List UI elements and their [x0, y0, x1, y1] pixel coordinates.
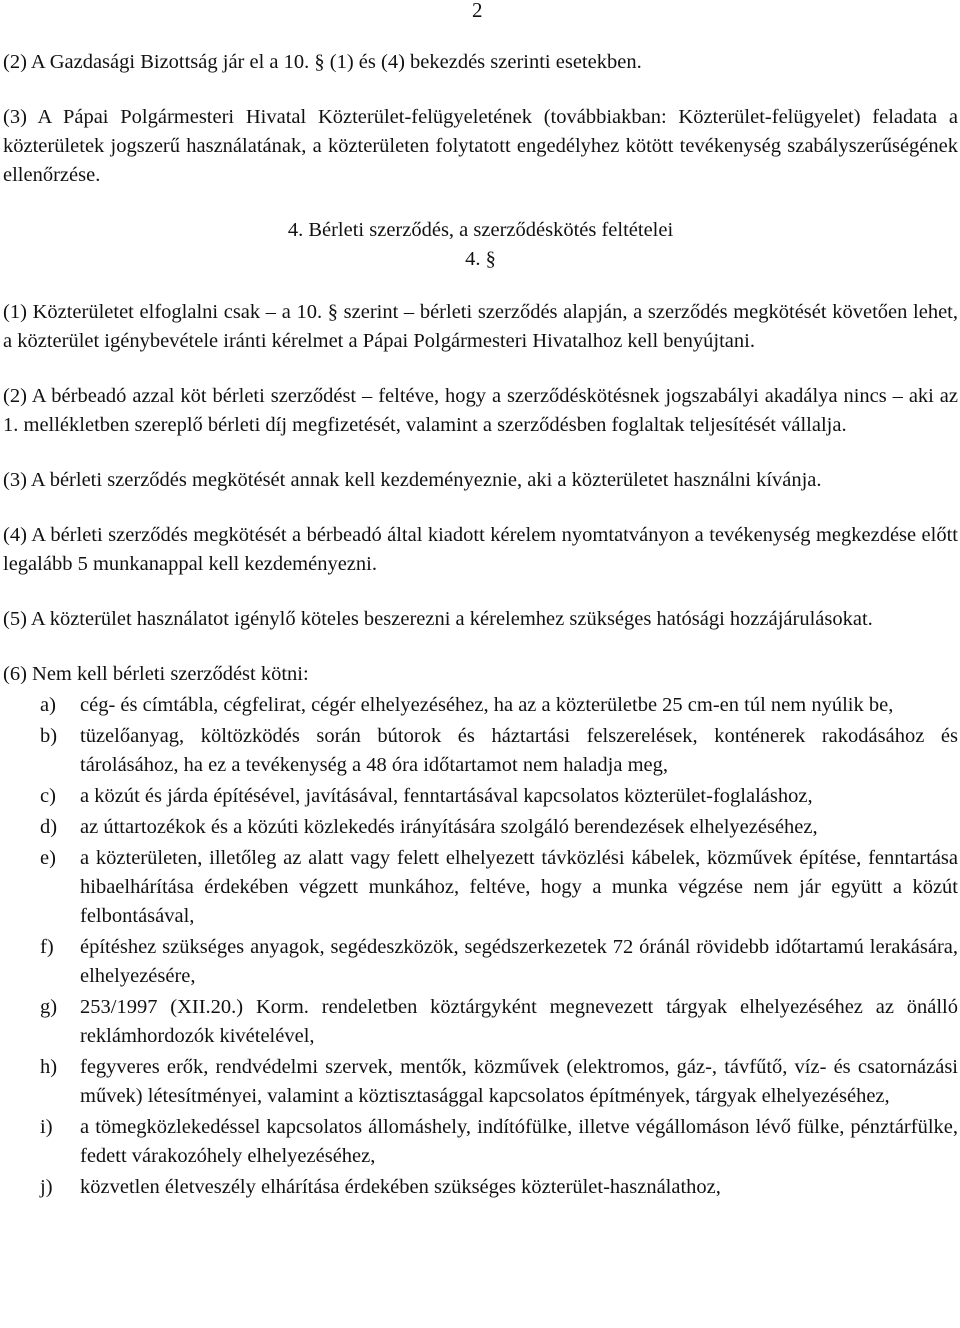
list-marker: f) [40, 936, 54, 958]
list-marker: e) [40, 847, 56, 869]
list-item-text: 253/1997 (XII.20.) Korm. rendeletben köztárgyként megnevezett tárgyak elhelyezéséhez az önálló reklámhordozók kivételével, [80, 996, 958, 1047]
paragraph-number: (3) [3, 106, 27, 128]
list-item [3, 933, 958, 991]
list-marker: c) [40, 785, 56, 807]
list-marker: h) [40, 1056, 58, 1078]
list-marker: b) [40, 725, 58, 747]
list-item [3, 993, 958, 1051]
paragraph-text: A közterület használatot igénylő köteles beszerezni a kérelemhez szükséges hatósági hozzájárulásokat. [30, 608, 873, 630]
paragraph-number: (2) [3, 385, 27, 407]
section-paragraph-3 [3, 466, 958, 495]
list-item-text: építéshez szükséges anyagok, segédeszközök, segédszerkezetek 72 óránál rövidebb időtartamú lerakására, elhelyezésére, [80, 936, 958, 987]
list-item [3, 813, 958, 842]
list-marker: g) [40, 996, 58, 1018]
list-item [3, 1053, 958, 1111]
list-item-text: az úttartozékok és a közúti közlekedés irányítására szolgáló berendezések elhelyezéséhez, [80, 816, 818, 838]
list-item-text: tüzelőanyag, költözködés során bútorok és háztartási felszerelések, konténerek rakodásához és tárolásához, ha ez a tevékenység a 48 óra időtartamot nem haladja meg, [80, 725, 958, 776]
paragraph-text: A Gazdasági Bizottság jár el a 10. § (1) és (4) bekezdés szerinti esetekben. [30, 51, 642, 73]
exemption-list [3, 691, 958, 1202]
list-item-text: a közterületen, illetőleg az alatt vagy felett elhelyezett távközlési kábelek, közművek építése, fenntartása hibaelhárítása érdekében végzett munkához, feltéve, hogy a munka végzése nem jár együtt a közút felbontásával, [80, 847, 958, 927]
paragraph-text: A bérbeadó azzal köt bérleti szerződést – feltéve, hogy a szerződéskötésnek jogszabályi akadálya nincs – aki az 1. mellékletben szereplő bérleti díj megfizetését, valamint a szerződésben foglaltak teljesítését vállalja. [3, 385, 958, 436]
paragraph-text: A bérleti szerződés megkötését annak kell kezdeményeznie, aki a közterületet használni kívánja. [30, 469, 822, 491]
section-heading: 4. Bérleti szerződés, a szerződéskötés feltételei [287, 219, 674, 241]
list-item [3, 691, 958, 720]
document-body [3, 48, 958, 1204]
section-paragraph-2 [3, 382, 958, 440]
section-paragraph-6 [3, 660, 958, 689]
list-marker: j) [40, 1176, 53, 1198]
section-paragraph-4 [3, 521, 958, 579]
list-item [3, 722, 958, 780]
paragraph-text: A Pápai Polgármesteri Hivatal Közterület-felügyeletének (továbbiakban: Közterület-felügyelet) feladata a közterületek jogszerű használatának, a közterületen folytatott engedélyhez kötött tevékenység szabályszerűségének ellenőrzése. [3, 106, 958, 186]
list-item [3, 782, 958, 811]
section-paragraph-mark: 4. § [465, 248, 496, 270]
list-marker: d) [40, 816, 58, 838]
paragraph-number: (4) [3, 524, 27, 546]
paragraph-number: (2) [3, 51, 27, 73]
paragraph-text: Nem kell bérleti szerződést kötni: [32, 663, 309, 685]
list-item-text: a közút és járda építésével, javításával, fenntartásával kapcsolatos közterület-foglaláshoz, [80, 785, 813, 807]
list-item [3, 844, 958, 931]
list-marker: i) [40, 1116, 53, 1138]
paragraph-number: (1) [3, 301, 27, 323]
list-item-text: cég- és címtábla, cégfelirat, cégér elhelyezéséhez, ha az a közterületbe 25 cm-en túl nem nyúlik be, [80, 694, 894, 716]
paragraph-number: (6) [3, 663, 27, 685]
list-item-text: közvetlen életveszély elhárítása érdekében szükséges közterület-használathoz, [80, 1176, 721, 1198]
paragraph-number: (3) [3, 469, 27, 491]
paragraph-3 [3, 103, 958, 190]
section-paragraph-1 [3, 298, 958, 356]
list-marker: a) [40, 694, 56, 716]
paragraph-number: (5) [3, 608, 27, 630]
list-item [3, 1173, 958, 1202]
list-item-text: a tömegközlekedéssel kapcsolatos állomáshely, indítófülke, illetve végállomáson lévő fülke, pénztárfülke, fedett várakozóhely elhelyezéséhez, [80, 1116, 958, 1167]
section-paragraph-5 [3, 605, 958, 634]
page-number: 2 [472, 0, 483, 22]
paragraph-text: Közterületet elfoglalni csak – a 10. § szerint – bérleti szerződés alapján, a szerződés megkötését követően lehet, a közterület igénybevétele iránti kérelmet a Pápai Polgármesteri Hivatalhoz kell benyújtani. [3, 301, 958, 352]
paragraph-2 [3, 48, 958, 77]
list-item-text: fegyveres erők, rendvédelmi szervek, mentők, közművek (elektromos, gáz-, távfűtő, víz- és csatornázási művek) létesítményei, valamint a köztisztasággal kapcsolatos építmények, tárgyak elhelyezéséhez, [80, 1056, 958, 1107]
list-item [3, 1113, 958, 1171]
paragraph-text: A bérleti szerződés megkötését a bérbeadó által kiadott kérelem nyomtatványon a tevékenység megkezdése előtt legalább 5 munkanappal kell kezdeményezni. [3, 524, 958, 575]
